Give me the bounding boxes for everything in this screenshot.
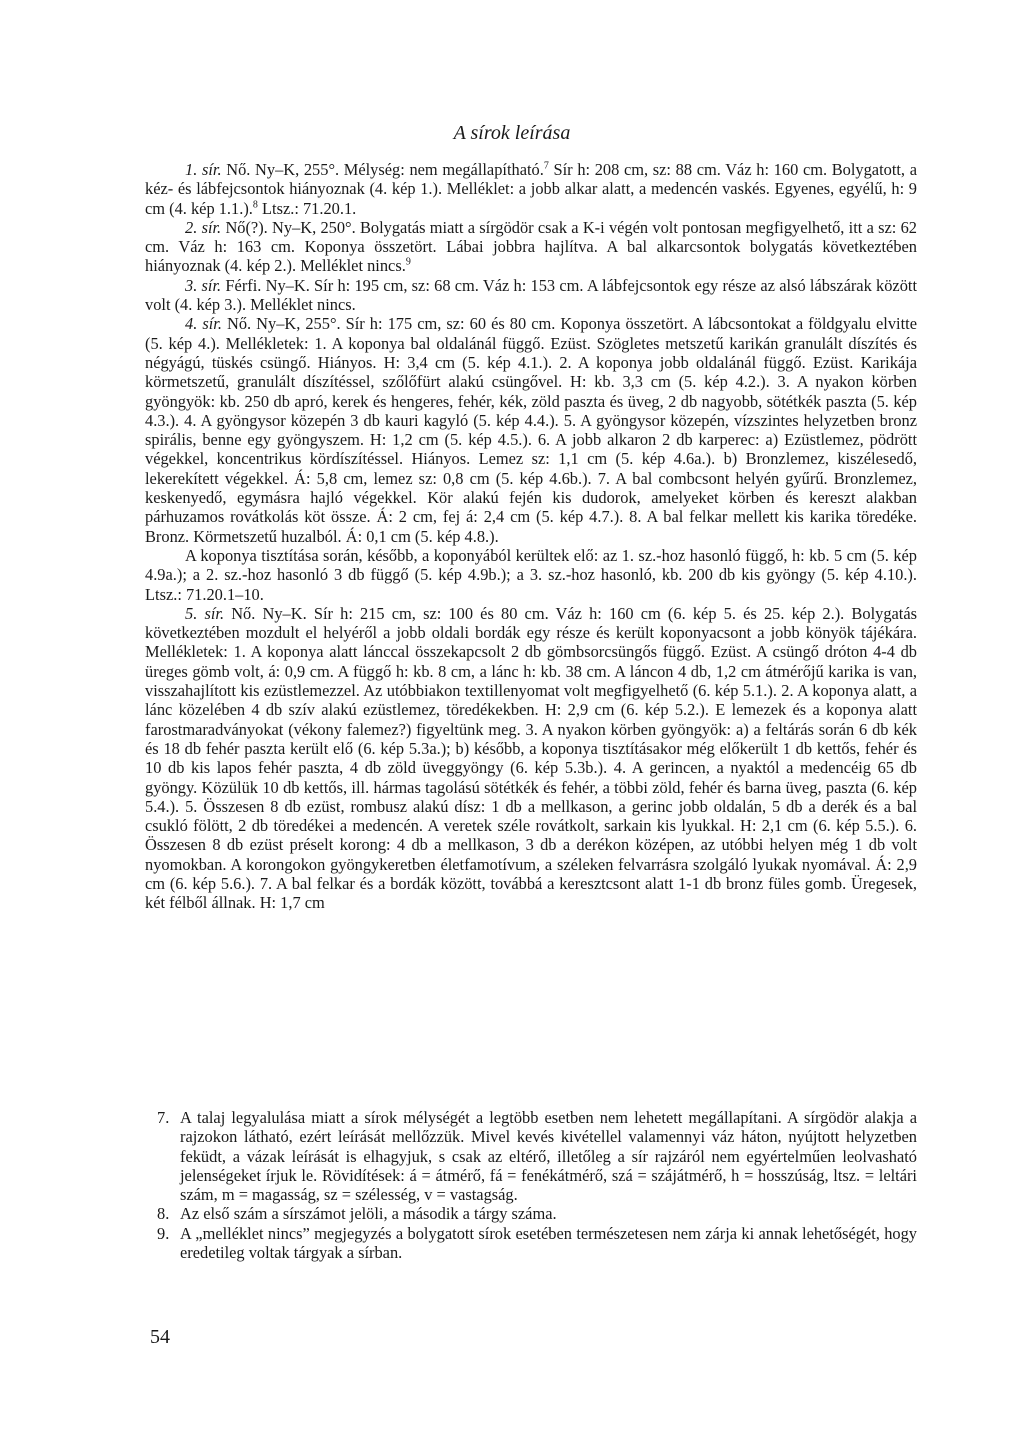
footnote-number: 9. [157, 1223, 170, 1243]
footnote-text: A „melléklet nincs” megjegyzés a bolygatott sírok esetében természetesen nem zárja ki annak lehetőségét, hogy eredetileg voltak tárgyak a sírban. [180, 1223, 917, 1263]
grave-label: 4. sír. [185, 314, 222, 334]
grave-label: 2. sír. [185, 217, 222, 237]
footnote-text: A talaj legyalulása miatt a sírok mélységét a legtöbb esetben nem lehetett megállapítani. A sírgödör alakja a rajzokon látható, ezért leírását mellőzzük. Mivel kevés kivétellel valamennyi váz háton, nyújtott helyzetben feküdt, a vázak leírását is elhagyjuk, s csak az eltérő, illetőleg a sír rajzáról nem egyértelműen leolvasható jelenségeket írjuk le. Rövidítések: á = átmérő, fá = fenékátmérő, szá = szájátmérő, h = hosszúság, ltsz. = leltári szám, m = magasság, sz = szélesség, v = vastagság. [180, 1108, 917, 1205]
main-text [145, 160, 917, 913]
grave-text: Ltsz.: 71.20.1. [262, 198, 357, 218]
grave-label: 5. sír. [185, 603, 225, 623]
grave-text: Nő. Ny–K. Sír h: 215 cm, sz: 100 és 80 cm. Váz h: 160 cm (6. kép 5. és 25. kép 2.). Bolygatás következtében mozdult el helyéről a jobb oldali bordák egy része és került koponyacsont a jobb könyök tájékára. Mellékletek: 1. A koponya alatt lánccal összekapcsolt 2 db gömbsorcsüngős függő. Ezüst. A csüngő dróton 4-4 db üreges gömb volt, á: 0,9 cm. A függő h: kb. 8 cm, a lánc h: kb. 38 cm. A láncon 4 db, 1,2 cm átmérőjű karika is van, visszahajlított kis ezüstlemezzel. Az utóbbiakon textillenyomat volt megfigyelhető (6. kép 5.1.). 2. A koponya alatt, a lánc közelében 4 db szív alakú ezüstlemez, töredékekben. H: 2,9 cm (6. kép 5.2.). E lemezek és a koponya alatt farostmaradványokat (vékony falemez?) figyeltünk meg. 3. A nyakon körben gyöngyök: a) a feltárás során 6 db kék és 18 db fehér paszta került elő (6. kép 5.3a.); b) később, a koponya tisztításakor még előkerült 1 db kettős, fehér és 10 db kis lapos fehér paszta, 4 db zöld üveggyöngy (6. kép 5.3b.). 4. A gerincen, a nyaktól a medencéig 65 db gyöngy. Közülük 10 db kettős, ill. hármas tagolású sötétkék és fehér, a többi zöld, fehér és barna üveg, paszta (6. kép 5.4.). 5. Összesen 8 db ezüst, rombusz alakú dísz: 1 db a mellkason, a gerinc jobb oldalán, 5 db a derék és a bal csukló fölött, 2 db töredékei a medencén. A veretek széle rovátkolt, sarkain kis lyukkal. H: 2,1 cm (6. kép 5.5.). 6. Összesen 8 db ezüst préselt korong: 4 db a mellkason, 3 db a derékon középen, az utóbbi helyen még 1 db volt nyomokban. A korongokon gyöngykeretben életfamotívum, a széleken felvarrásra szolgáló lyukak nyomával. Á: 2,9 cm (6. kép 5.6.). 7. A bal felkar és a bordák között, továbbá a keresztcsont alatt 1-1 db bronz füles gomb. Üregesek, két félből állnak. H: 1,7 cm [145, 603, 917, 913]
footnote-ref: 8 [252, 199, 258, 211]
footnote-9 [145, 1224, 917, 1263]
page-number: 54 [150, 1326, 170, 1348]
grave-1-paragraph [145, 160, 917, 218]
footnote-8 [145, 1204, 917, 1223]
grave-text: Férfi. Ny–K. Sír h: 195 cm, sz: 68 cm. Váz h: 153 cm. A lábfejcsontok egy része az alsó lábszárak között volt (4. kép 3.). Melléklet nincs. [145, 275, 917, 315]
grave-2-paragraph [145, 218, 917, 276]
grave-3-paragraph [145, 276, 917, 315]
grave-label: 3. sír. [185, 275, 222, 295]
footnote-number: 8. [157, 1204, 170, 1224]
page-title: A sírok leírása [453, 122, 571, 144]
grave-label: 1. sír. [185, 160, 222, 179]
grave-4-paragraph [145, 314, 917, 546]
grave-5-paragraph [145, 604, 917, 913]
footnotes [145, 1108, 917, 1262]
footnote-ref: 7 [543, 160, 549, 172]
footnote-7 [145, 1108, 917, 1204]
grave-text: Nő(?). Ny–K, 250°. Bolygatás miatt a sírgödör csak a K-i végén volt pontosan megfigyelhető, itt a sz: 62 cm. Váz h: 163 cm. Koponya összetört. Lábai jobbra hajlítva. A bal alkarcsontok bolygatás következtében hiányoznak (4. kép 2.). Melléklet nincs. [145, 217, 917, 276]
footnote-number: 7. [157, 1108, 170, 1127]
grave-text: Sír h: 208 cm, sz: 88 cm. Váz h: 160 cm. Bolygatott, a kéz- és lábfejcsontok hiányoznak (4. kép 1.). Melléklet: a jobb alkar alatt, a medencén vaskés. Egyenes, egyélű, h: 9 cm (4. kép 1.1.). [145, 160, 917, 218]
grave-text: Nő. Ny–K, 255°. Mélység: nem megállapítható. [226, 160, 544, 179]
footnote-text: Az első szám a sírszámot jelöli, a második a tárgy száma. [180, 1204, 557, 1224]
footnote-ref: 9 [405, 257, 411, 269]
grave-text: A koponya tisztítása során, később, a koponyából kerültek elő: az 1. sz.-hoz hasonló függő, h: kb. 5 cm (5. kép 4.9a.); a 2. sz.-hoz hasonló 3 db függő (5. kép 4.9b.); a 3. sz.-hoz hasonló, kb. 200 db kis gyöngy (5. kép 4.10.). Ltsz.: 71.20.1–10. [145, 545, 917, 604]
grave-text: Nő. Ny–K, 255°. Sír h: 175 cm, sz: 60 és 80 cm. Koponya összetört. A lábcsontokat a földgyalu elvitte (5. kép 4.). Mellékletek: 1. A koponya bal oldalánál függő. Ezüst. Szögletes metszetű karikán granulált díszítés és négyágú, tüskés csüngő. Hiányos. H: 3,4 cm (5. kép 4.1.). 2. A koponya jobb oldalánál függő. Ezüst. Karikája körmetszetű, granulált díszítéssel, szőlőfürt alakú csüngővel. H: kb. 3,3 cm (5. kép 4.2.). 3. A nyakon körben gyöngyök: kb. 250 db apró, kerek és hengeres, fehér, kék, zöld paszta és üveg, 2 db nagyobb, sötétkék paszta (5. kép 4.3.). 4. A gyöngysor közepén 3 db kauri kagyló (5. kép 4.4.). 5. A gyöngysor közepén, vízszintes helyzetben bronz spirális, benne egy gyöngyszem. H: 1,2 cm (5. kép 4.5.). 6. A jobb alkaron 2 db karperec: a) Ezüstlemez, pödrött végekkel, koncentrikus kördíszítéssel. Hiányos. Lemez sz: 1,1 cm (5. kép 4.6a.). b) Bronzlemez, kiszélesedő, lekerekített végekkel. Á: 5,8 cm, lemez sz: 0,8 cm (5. kép 4.6b.). 7. A bal combcsont helyén gyűrű. Bronzlemez, keskenyedő, egymásra hajló végekkel. Kör alakú fején kis dudorok, amelyeket körben és kereszt alakban párhuzamos rovátkolás köt össze. Á: 2 cm, fej á: 2,4 cm (5. kép 4.7.). 8. A bal felkar mellett kis karika töredéke. Bronz. Körmetszetű huzalból. Á: 0,1 cm (5. kép 4.8.). [145, 314, 917, 546]
grave-4-continuation-paragraph [145, 546, 917, 604]
